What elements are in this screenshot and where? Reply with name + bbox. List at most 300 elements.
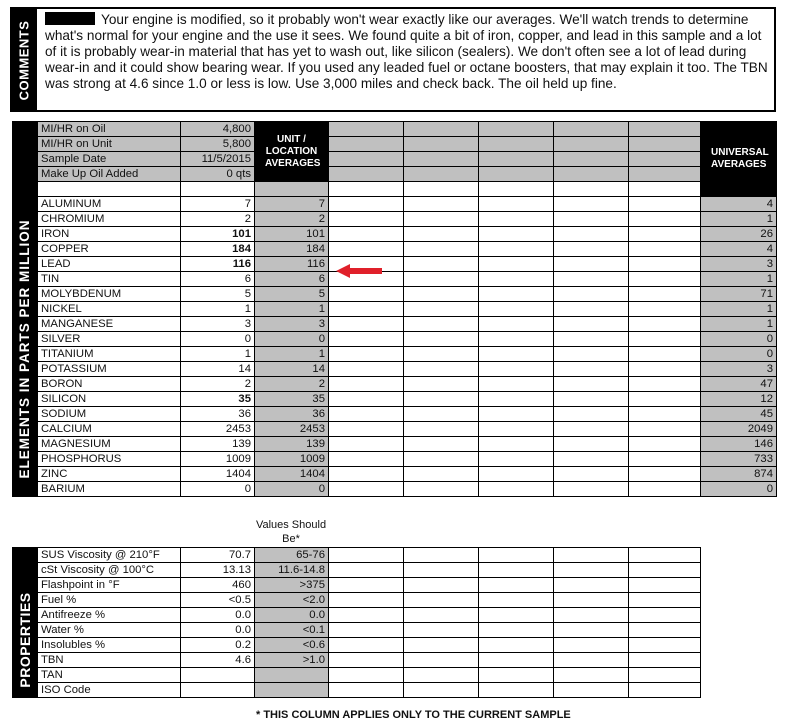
elements-side-band — [13, 122, 38, 497]
history-cell — [554, 152, 629, 167]
history-cell — [329, 196, 404, 211]
history-cell — [329, 226, 404, 241]
history-cell — [554, 406, 629, 421]
history-cell — [329, 668, 404, 683]
history-cell — [404, 563, 479, 578]
history-cell — [629, 481, 701, 496]
history-cell — [629, 137, 701, 152]
element-row — [13, 436, 777, 451]
property-row — [13, 563, 701, 578]
universal-average-value: 1 — [701, 301, 777, 316]
element-name: ZINC — [38, 466, 181, 481]
history-cell — [404, 608, 479, 623]
history-cell — [479, 593, 554, 608]
history-cell — [404, 286, 479, 301]
element-row — [13, 316, 777, 331]
universal-average-value: 26 — [701, 226, 777, 241]
history-cell — [329, 286, 404, 301]
property-row — [13, 548, 701, 563]
history-cell — [554, 137, 629, 152]
universal-average-value: 2049 — [701, 421, 777, 436]
element-row — [13, 331, 777, 346]
history-cell — [554, 301, 629, 316]
history-cell — [629, 623, 701, 638]
element-value: 5 — [181, 286, 255, 301]
history-cell — [554, 122, 629, 137]
properties-side-label: PROPERTIES — [17, 592, 33, 688]
history-cell — [479, 346, 554, 361]
blank-cell — [181, 182, 255, 197]
property-row — [13, 593, 701, 608]
history-cell — [629, 167, 701, 182]
history-cell — [404, 241, 479, 256]
comments-side-band — [12, 9, 37, 110]
history-cell — [329, 316, 404, 331]
property-should-be: >375 — [255, 578, 329, 593]
history-cell — [329, 451, 404, 466]
property-name: TAN — [38, 668, 181, 683]
universal-average-value: 1 — [701, 211, 777, 226]
element-value: 2 — [181, 211, 255, 226]
sample-info-value: 4,800 — [181, 122, 255, 137]
history-cell — [404, 316, 479, 331]
history-cell — [629, 653, 701, 668]
universal-average-value: 71 — [701, 286, 777, 301]
unit-average-value: 0 — [255, 331, 329, 346]
property-value — [181, 683, 255, 698]
history-cell — [554, 346, 629, 361]
history-cell — [479, 167, 554, 182]
property-row — [13, 578, 701, 593]
history-cell — [329, 211, 404, 226]
history-cell — [404, 668, 479, 683]
element-row — [13, 241, 777, 256]
history-cell — [629, 668, 701, 683]
history-cell — [329, 653, 404, 668]
property-name: ISO Code — [38, 683, 181, 698]
history-cell — [404, 346, 479, 361]
property-name: Flashpoint in °F — [38, 578, 181, 593]
element-value: 14 — [181, 361, 255, 376]
history-cell — [554, 256, 629, 271]
history-cell — [404, 391, 479, 406]
history-cell — [479, 122, 554, 137]
element-value: 7 — [181, 196, 255, 211]
universal-average-value: 3 — [701, 256, 777, 271]
element-row — [13, 361, 777, 376]
element-name: CHROMIUM — [38, 211, 181, 226]
history-cell — [404, 548, 479, 563]
history-cell — [329, 167, 404, 182]
history-cell — [329, 241, 404, 256]
red-arrow-icon — [336, 264, 382, 278]
history-cell — [479, 316, 554, 331]
history-cell — [479, 578, 554, 593]
sample-info-label: MI/HR on Unit — [38, 137, 181, 152]
history-cell — [479, 466, 554, 481]
comments-label: COMMENTS — [16, 20, 32, 101]
property-name: Water % — [38, 623, 181, 638]
history-cell — [554, 331, 629, 346]
history-cell — [404, 451, 479, 466]
element-name: ALUMINUM — [38, 196, 181, 211]
property-should-be: <0.6 — [255, 638, 329, 653]
comments-text-block — [45, 12, 770, 92]
universal-average-value: 0 — [701, 331, 777, 346]
history-cell — [404, 256, 479, 271]
history-cell — [554, 211, 629, 226]
history-cell — [404, 122, 479, 137]
element-name: MAGNESIUM — [38, 436, 181, 451]
element-value: 1 — [181, 301, 255, 316]
element-row — [13, 211, 777, 226]
sample-info-label: Make Up Oil Added — [38, 167, 181, 182]
elements-side-label: ELEMENTS IN PARTS PER MILLION — [17, 219, 32, 479]
unit-average-value: 116 — [255, 256, 329, 271]
history-cell — [554, 563, 629, 578]
history-cell — [404, 593, 479, 608]
element-name: MANGANESE — [38, 316, 181, 331]
history-cell — [629, 406, 701, 421]
unit-average-value: 101 — [255, 226, 329, 241]
element-row — [13, 286, 777, 301]
history-cell — [329, 466, 404, 481]
history-cell — [629, 152, 701, 167]
unit-average-value: 1404 — [255, 466, 329, 481]
history-cell — [479, 391, 554, 406]
history-cell — [554, 593, 629, 608]
element-name: IRON — [38, 226, 181, 241]
history-cell — [629, 241, 701, 256]
property-name: cSt Viscosity @ 100°C — [38, 563, 181, 578]
history-cell — [404, 653, 479, 668]
history-cell — [554, 271, 629, 286]
blank-cell — [329, 182, 404, 197]
element-row — [13, 256, 777, 271]
history-cell — [554, 226, 629, 241]
unit-average-value: 7 — [255, 196, 329, 211]
history-cell — [479, 563, 554, 578]
element-row — [13, 271, 777, 286]
history-cell — [629, 316, 701, 331]
history-cell — [479, 608, 554, 623]
history-cell — [554, 316, 629, 331]
element-name: NICKEL — [38, 301, 181, 316]
history-cell — [629, 593, 701, 608]
property-should-be: 65-76 — [255, 548, 329, 563]
history-cell — [329, 421, 404, 436]
sample-info-value: 5,800 — [181, 137, 255, 152]
history-cell — [554, 436, 629, 451]
history-cell — [479, 623, 554, 638]
property-should-be: <2.0 — [255, 593, 329, 608]
universal-average-value: 4 — [701, 241, 777, 256]
history-cell — [479, 548, 554, 563]
element-row — [13, 376, 777, 391]
history-cell — [554, 623, 629, 638]
element-value: 0 — [181, 331, 255, 346]
unit-average-value: 2 — [255, 376, 329, 391]
history-cell — [404, 623, 479, 638]
property-value: 0.2 — [181, 638, 255, 653]
history-cell — [629, 563, 701, 578]
history-cell — [329, 638, 404, 653]
element-value: 101 — [181, 226, 255, 241]
property-value: 70.7 — [181, 548, 255, 563]
unit-average-value: 1 — [255, 346, 329, 361]
redacted-name — [45, 12, 95, 25]
property-row — [13, 638, 701, 653]
comments-box — [10, 7, 776, 112]
history-cell — [629, 211, 701, 226]
history-cell — [329, 593, 404, 608]
universal-average-value: 0 — [701, 346, 777, 361]
sample-info-row — [13, 137, 777, 152]
history-cell — [329, 683, 404, 698]
history-cell — [554, 548, 629, 563]
history-cell — [629, 683, 701, 698]
unit-average-value: 2453 — [255, 421, 329, 436]
universal-average-value: 1 — [701, 271, 777, 286]
history-cell — [629, 391, 701, 406]
element-row — [13, 226, 777, 241]
unit-location-averages-header: UNIT / LOCATION AVERAGES — [255, 122, 329, 182]
property-name: Antifreeze % — [38, 608, 181, 623]
universal-averages-header: UNIVERSAL AVERAGES — [701, 122, 777, 197]
history-cell — [554, 421, 629, 436]
history-cell — [554, 286, 629, 301]
blank-cell — [404, 182, 479, 197]
element-name: BARIUM — [38, 481, 181, 496]
element-value: 1009 — [181, 451, 255, 466]
history-cell — [629, 638, 701, 653]
element-row — [13, 406, 777, 421]
history-cell — [479, 256, 554, 271]
unit-average-value: 5 — [255, 286, 329, 301]
history-cell — [554, 578, 629, 593]
history-cell — [479, 638, 554, 653]
history-cell — [329, 391, 404, 406]
unit-average-value: 2 — [255, 211, 329, 226]
element-value: 184 — [181, 241, 255, 256]
history-cell — [479, 241, 554, 256]
blank-cell — [479, 182, 554, 197]
history-cell — [404, 683, 479, 698]
history-cell — [329, 608, 404, 623]
values-should-be-header: Values Should Be* — [255, 519, 327, 545]
history-cell — [479, 683, 554, 698]
history-cell — [404, 421, 479, 436]
history-cell — [629, 301, 701, 316]
blank-cell — [554, 182, 629, 197]
history-cell — [404, 152, 479, 167]
history-cell — [629, 286, 701, 301]
property-name: TBN — [38, 653, 181, 668]
property-row — [13, 608, 701, 623]
history-cell — [629, 608, 701, 623]
element-name: COPPER — [38, 241, 181, 256]
property-value: 0.0 — [181, 608, 255, 623]
history-cell — [629, 331, 701, 346]
history-cell — [404, 301, 479, 316]
history-cell — [404, 226, 479, 241]
element-row — [13, 466, 777, 481]
element-name: SILICON — [38, 391, 181, 406]
history-cell — [479, 226, 554, 241]
unit-average-value: 0 — [255, 481, 329, 496]
property-should-be: 11.6-14.8 — [255, 563, 329, 578]
history-cell — [479, 481, 554, 496]
blank-cell — [629, 182, 701, 197]
history-cell — [329, 346, 404, 361]
unit-average-value: 184 — [255, 241, 329, 256]
element-value: 116 — [181, 256, 255, 271]
universal-average-value: 146 — [701, 436, 777, 451]
history-cell — [479, 152, 554, 167]
element-row — [13, 391, 777, 406]
elements-table — [12, 121, 777, 497]
history-cell — [554, 241, 629, 256]
history-cell — [404, 211, 479, 226]
history-cell — [479, 451, 554, 466]
history-cell — [329, 481, 404, 496]
history-cell — [404, 436, 479, 451]
element-value: 0 — [181, 481, 255, 496]
history-cell — [479, 361, 554, 376]
property-name: Fuel % — [38, 593, 181, 608]
history-cell — [629, 122, 701, 137]
universal-average-value: 0 — [701, 481, 777, 496]
universal-average-value: 4 — [701, 196, 777, 211]
element-name: POTASSIUM — [38, 361, 181, 376]
property-value: 0.0 — [181, 623, 255, 638]
history-cell — [479, 196, 554, 211]
history-cell — [629, 548, 701, 563]
history-cell — [629, 421, 701, 436]
history-cell — [479, 271, 554, 286]
history-cell — [404, 361, 479, 376]
history-cell — [629, 196, 701, 211]
property-value: <0.5 — [181, 593, 255, 608]
history-cell — [479, 301, 554, 316]
unit-average-value: 14 — [255, 361, 329, 376]
history-cell — [629, 376, 701, 391]
element-value: 6 — [181, 271, 255, 286]
element-value: 139 — [181, 436, 255, 451]
history-cell — [404, 271, 479, 286]
unit-average-value: 35 — [255, 391, 329, 406]
element-name: CALCIUM — [38, 421, 181, 436]
properties-side-band — [13, 548, 38, 698]
property-name: SUS Viscosity @ 210°F — [38, 548, 181, 563]
history-cell — [629, 256, 701, 271]
property-value: 460 — [181, 578, 255, 593]
history-cell — [329, 152, 404, 167]
property-value: 4.6 — [181, 653, 255, 668]
element-value: 1404 — [181, 466, 255, 481]
history-cell — [329, 548, 404, 563]
history-cell — [629, 361, 701, 376]
element-row — [13, 481, 777, 496]
history-cell — [629, 226, 701, 241]
history-cell — [479, 331, 554, 346]
history-cell — [329, 331, 404, 346]
history-cell — [554, 638, 629, 653]
history-cell — [329, 623, 404, 638]
element-value: 2453 — [181, 421, 255, 436]
unit-average-value: 1 — [255, 301, 329, 316]
element-name: TIN — [38, 271, 181, 286]
property-value: 13.13 — [181, 563, 255, 578]
history-cell — [554, 361, 629, 376]
history-cell — [329, 361, 404, 376]
element-value: 35 — [181, 391, 255, 406]
element-value: 3 — [181, 316, 255, 331]
unit-average-value: 139 — [255, 436, 329, 451]
history-cell — [629, 466, 701, 481]
history-cell — [554, 167, 629, 182]
history-cell — [404, 167, 479, 182]
history-cell — [479, 137, 554, 152]
element-row — [13, 301, 777, 316]
universal-average-value: 1 — [701, 316, 777, 331]
universal-average-value: 47 — [701, 376, 777, 391]
blank-cell — [38, 182, 181, 197]
property-should-be: 0.0 — [255, 608, 329, 623]
history-cell — [404, 578, 479, 593]
property-should-be — [255, 683, 329, 698]
history-cell — [479, 436, 554, 451]
element-row — [13, 451, 777, 466]
history-cell — [404, 466, 479, 481]
element-name: PHOSPHORUS — [38, 451, 181, 466]
property-name: Insolubles % — [38, 638, 181, 653]
sample-info-label: Sample Date — [38, 152, 181, 167]
history-cell — [554, 668, 629, 683]
sample-info-value: 11/5/2015 — [181, 152, 255, 167]
history-cell — [404, 196, 479, 211]
universal-average-value: 45 — [701, 406, 777, 421]
comments-text: Your engine is modified, so it probably won't wear exactly like our averages. We'll watch trends to determine what's normal for your engine and the use it sees. We found quite a bit of iron, copper, and lead in this sample and a lot of it is probably wear-in material that has yet to wash out, like silicon (sealers). We don't often see a lot of lead during wear-in and it could show bearing wear. If you used any leaded fuel or octane boosters, that may explain it too. The TBN was strong at 4.6 since 1.0 or less is low. Use 3,000 miles and check back. The oil held up fine. — [45, 12, 768, 91]
footnote: * THIS COLUMN APPLIES ONLY TO THE CURRENT SAMPLE — [256, 709, 571, 721]
element-name: MOLYBDENUM — [38, 286, 181, 301]
element-value: 2 — [181, 376, 255, 391]
history-cell — [479, 421, 554, 436]
element-name: SODIUM — [38, 406, 181, 421]
history-cell — [479, 286, 554, 301]
history-cell — [554, 466, 629, 481]
sample-info-row — [13, 122, 777, 137]
history-cell — [404, 481, 479, 496]
blank-cell — [255, 182, 329, 197]
property-row — [13, 683, 701, 698]
sample-info-value: 0 qts — [181, 167, 255, 182]
properties-table — [12, 547, 701, 698]
universal-average-value: 12 — [701, 391, 777, 406]
element-name: BORON — [38, 376, 181, 391]
history-cell — [554, 391, 629, 406]
history-cell — [479, 211, 554, 226]
property-row — [13, 623, 701, 638]
unit-average-value: 3 — [255, 316, 329, 331]
history-cell — [629, 451, 701, 466]
element-name: LEAD — [38, 256, 181, 271]
history-cell — [554, 451, 629, 466]
history-cell — [479, 406, 554, 421]
history-cell — [404, 406, 479, 421]
history-cell — [404, 137, 479, 152]
property-should-be — [255, 668, 329, 683]
